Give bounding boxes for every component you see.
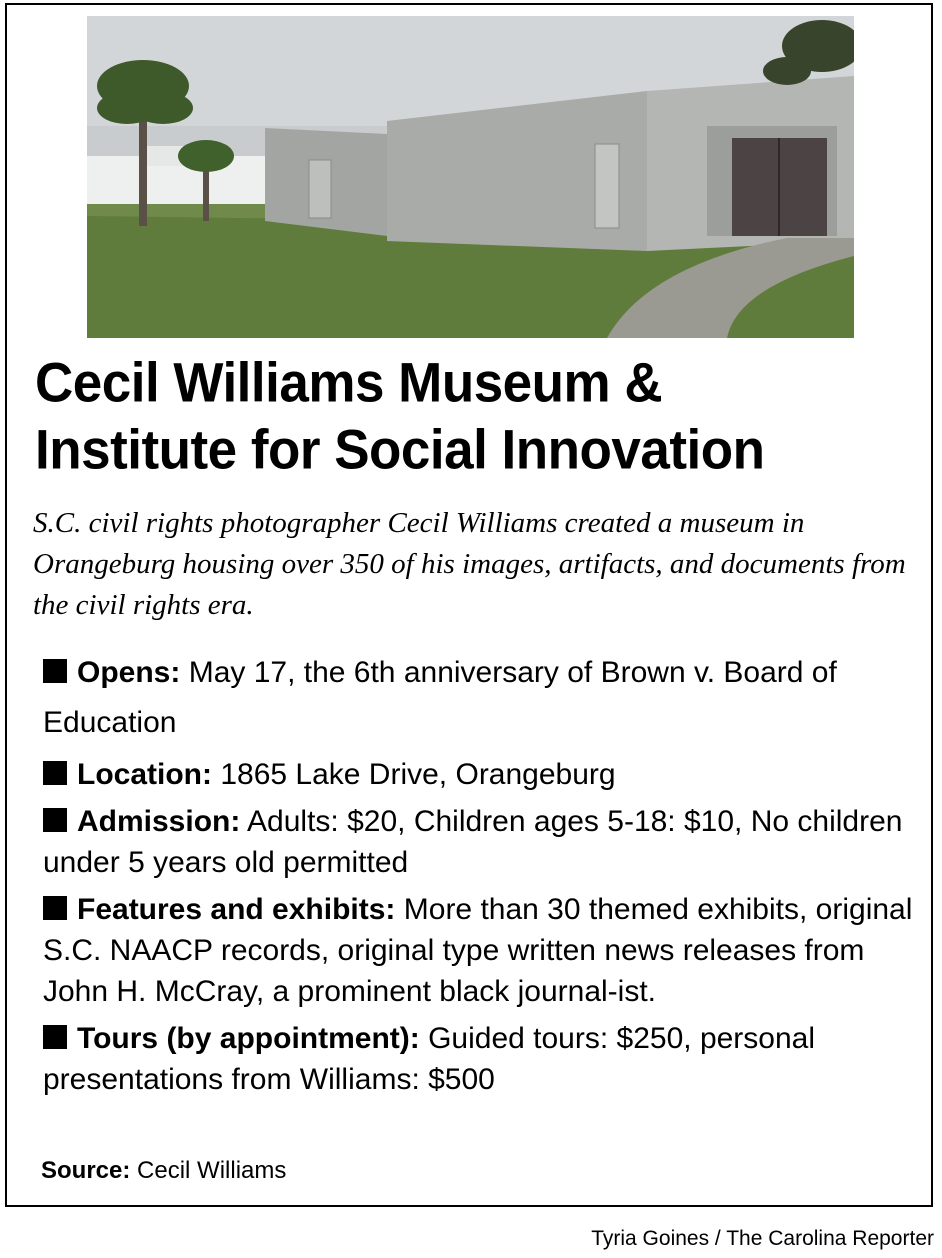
source-line bbox=[41, 1156, 286, 1186]
fact-features bbox=[43, 889, 923, 1012]
square-bullet-icon bbox=[43, 659, 67, 683]
fact-text: Guided tours: $250, personal presentations from Williams: $500 bbox=[43, 1022, 816, 1096]
fact-label: Opens: bbox=[77, 656, 181, 689]
museum-photo bbox=[87, 16, 854, 338]
fact-label: Location: bbox=[77, 758, 212, 791]
fact-text: May 17, the 6th anniversary of Brown v. Board of Education bbox=[43, 656, 837, 739]
headline-line-2: Institute for Social Innovation bbox=[35, 419, 765, 482]
fact-location bbox=[43, 754, 923, 795]
fact-label: Admission: bbox=[77, 805, 241, 838]
headline bbox=[35, 350, 915, 484]
fact-label: Features and exhibits: bbox=[77, 893, 396, 926]
source-label: Source: bbox=[41, 1157, 131, 1184]
fact-admission bbox=[43, 801, 923, 883]
square-bullet-icon bbox=[43, 808, 67, 832]
fact-text: More than 30 themed exhibits, original S.C. NAACP records, original type written news releases from John H. McCray, a prominent black journal-ist. bbox=[43, 893, 913, 1008]
fact-text: 1865 Lake Drive, Orangeburg bbox=[220, 758, 616, 791]
fact-text: Adults: $20, Children ages 5-18: $10, No children under 5 years old permitted bbox=[43, 805, 903, 879]
square-bullet-icon bbox=[43, 896, 67, 920]
subtitle: S.C. civil rights photographer Cecil Williams created a museum in Orangeburg housing over 350 of his images, artifacts, and documents from the civil rights era. bbox=[33, 507, 906, 621]
fact-opens bbox=[43, 648, 923, 748]
headline-line-1: Cecil Williams Museum & bbox=[35, 352, 663, 415]
square-bullet-icon bbox=[43, 1025, 67, 1049]
source-text: Cecil Williams bbox=[137, 1157, 287, 1184]
fact-label: Tours (by appointment): bbox=[77, 1022, 420, 1055]
fact-tours bbox=[43, 1018, 923, 1100]
square-bullet-icon bbox=[43, 761, 67, 785]
graphic-credit: Tyria Goines / The Carolina Reporter bbox=[591, 1227, 934, 1250]
facts-list bbox=[43, 648, 923, 1106]
